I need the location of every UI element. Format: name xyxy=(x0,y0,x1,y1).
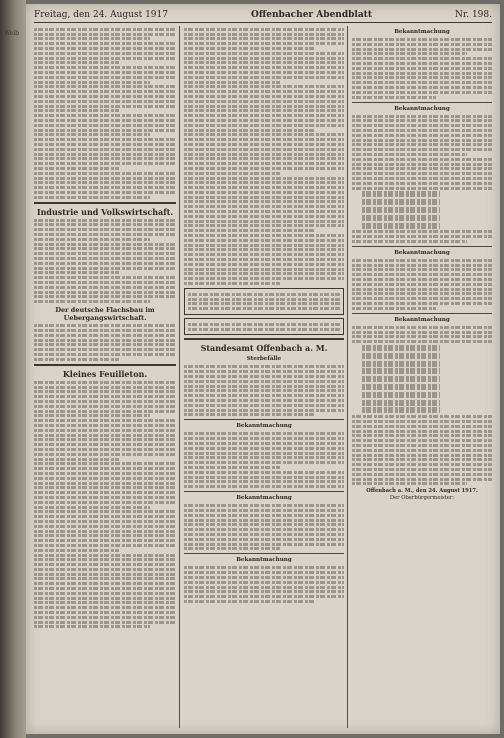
heading-feuilleton: Kleines Feuilleton. xyxy=(62,368,148,379)
notice-signature: Der Oberbürgermeister: xyxy=(389,494,455,501)
subheading-sterbefaelle: Sterbefälle xyxy=(246,356,282,363)
notice-date: Offenbach a. M., den 24. August 1917. xyxy=(366,488,478,495)
column-rule-2 xyxy=(347,26,348,728)
newspaper-page xyxy=(26,4,500,734)
masthead xyxy=(34,8,492,23)
notice-heading-2: Bekanntmachung xyxy=(394,105,450,112)
column-2 xyxy=(184,26,344,728)
notice-heading-1: Bekanntmachung xyxy=(394,29,450,35)
issue-number: Nr. 198. xyxy=(455,10,492,20)
notice-heading-c: Bekanntmachung xyxy=(236,557,292,564)
heading-industry: Industrie und Volkswirtschaft. xyxy=(36,206,174,217)
heading-standesamt: Standesamt Offenbach a. M. xyxy=(200,343,328,354)
column-1 xyxy=(34,26,176,728)
notice-heading-4: Bekanntmachung xyxy=(394,316,450,323)
column-rule-1 xyxy=(179,26,180,728)
notice-heading-3: Bekanntmachung xyxy=(394,249,450,256)
paper-title: Offenbacher Abendblatt xyxy=(251,10,372,20)
spine-label: Weib xyxy=(4,30,19,37)
column-3 xyxy=(352,26,492,728)
issue-date: Freitag, den 24. August 1917 xyxy=(34,10,168,20)
notice-heading-b: Bekanntmachung xyxy=(236,495,292,502)
notice-box-2 xyxy=(184,318,344,335)
book-spine xyxy=(0,0,26,738)
heading-flax: Der deutsche Flachsbau im Uebergangswirtschaft. xyxy=(55,306,155,323)
notice-heading-a: Bekanntmachung xyxy=(236,423,292,430)
notice-box-1 xyxy=(184,288,344,315)
